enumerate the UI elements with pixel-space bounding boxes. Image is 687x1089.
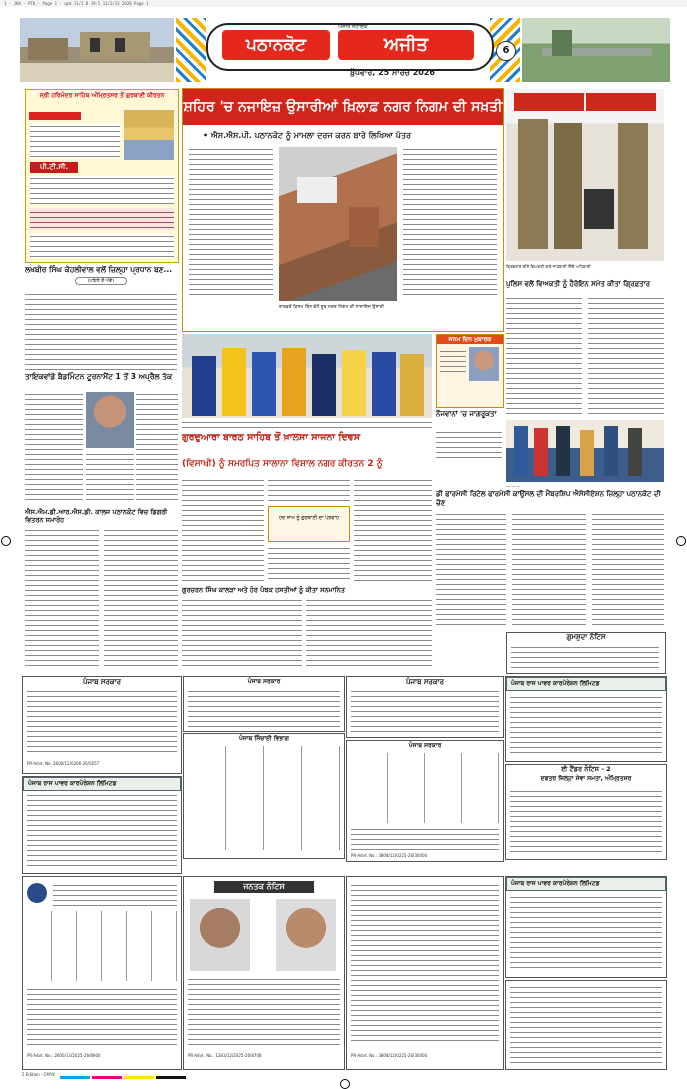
masthead-left-photo [20,18,174,82]
ad-1-title: ਪੰਜਾਬ ਸਰਕਾਰ [82,678,121,686]
police-photo-caption: ਗ੍ਰਿਫਤਾਰ ਕੀਤੇ ਵਿਅਕਤੀ ਬਾਰੇ ਜਾਣਕਾਰੀ ਦਿੰਦੇ ਅਧਿਕਾਰੀ [506,264,591,269]
left-ad-title: ਸ੍ਰੀ ਹਰਿਮੰਦਰ ਸਾਹਿਬ ਅੰਮ੍ਰਿਤਸਰ ਤੋਂ ਗੁਰਬਾਣੀ ਕੀਰਤਨ [39,92,165,99]
birthday-box [436,334,504,408]
ad-pspcl-3 [505,876,667,978]
ptc-logo: ਪੀ.ਟੀ.ਸੀ. [30,162,78,173]
public-notice-pr: PR-Advt. No.: 1283/12/2025-26/8708 [188,1053,262,1058]
golden-temple-photo [124,110,174,160]
ad-pspcl-2 [505,676,667,762]
ad-tender-pr: PR-Advt. No.: 3808/12/0225-26/30000 [351,1053,428,1058]
main-story-box [182,88,504,332]
ad-watershed [183,733,345,859]
footer-edition: 5 Edition - CMYK [22,1072,55,1077]
ad-misc [505,980,667,1070]
masthead [20,15,670,87]
masthead-right-label: ਅਜੀਤ [338,30,474,60]
ad-pspcl-3-title: ਪੰਜਾਬ ਰਾਜ ਪਾਵਰ ਕਾਰਪੋਰੇਸ਼ਨ ਲਿਮਿਟਡ [506,877,666,891]
person-photo [86,392,134,448]
ad-pspcl-1 [22,776,182,874]
masthead-right-photo [522,18,670,82]
birthday-title: ਜਨਮ ਦਿਨ ਮੁਬਾਰਕ [437,335,503,344]
ad-lottery [22,876,182,1070]
registration-mark [676,536,686,546]
ad-punjab-sarkar-3 [346,676,504,738]
left-column [25,265,177,285]
masthead-left-label: ਪਠਾਨਕੋਟ [222,30,330,60]
center-headline-1: ਗੁਰਦੁਆਰਾ ਬਾਰਠ ਸਾਹਿਬ ਤੋਂ ਖ਼ਾਲਸਾ ਸਾਜਨਾ ਦਿਵਸ [182,432,361,443]
ad-pspcl-1-title: ਪੰਜਾਬ ਰਾਜ ਪਾਵਰ ਕਾਰਪੋਰੇਸ਼ਨ ਲਿਮਿਟਡ [23,777,181,791]
birthday-photo [469,347,499,381]
ad-2-title: ਪੰਜਾਬ ਸਰਕਾਰ [247,678,281,685]
ad-watershed-title: ਪੰਜਾਬ ਸਿੰਚਾਈ ਵਿਭਾਗ [239,735,289,742]
child-photo-1 [190,899,250,971]
main-story-photo [279,147,397,301]
masthead-small-tag: ਅਜੀਤ ਸਹਾਇਕ [338,24,368,30]
ad-tender-notice [505,764,667,860]
right-heading-3: ਡੀ ਫਾਰਮੇਸੀ ਰਿਟੇਲ ਫਾਰਮੇਸੀ ਕਾਉਂਸਲ ਦੀ ਮੈਂਬਰਸ਼ਿਪ ਐਸੋਸੀਏਸ਼ਨ ਜ਼ਿਲ੍ਹਾ ਪਠਾਨਕੋਟ ਦੀ ਚੋਣ [436,490,661,507]
masthead-pattern-left [176,18,206,82]
center-inset: ਹਰ ਸ਼ਾਮ ਨੂੰ ਗੁਰਬਾਣੀ ਦਾ ਪ੍ਰਵਾਹ [268,506,350,542]
tender-notice-title: ਈ ਟੈਂਡਰ ਨੋਟਿਸ - 2 [561,765,611,773]
ad-lottery-pr: PR-Advt. No.: 2600/13/2025-26/8900 [27,1053,101,1058]
center-sub-heading: ਗੁਰਚਰਨ ਸਿੰਘ ਕਾਲੜਾ ਅਤੇ ਹੋਰ ਪੰਥਕ ਹਸਤੀਆਂ ਨੂੰ ਕੀਤਾ ਸਨਮਾਨਿਤ [182,586,345,594]
ad-table [188,746,340,850]
masthead-date: ਬੁੱਧਵਾਰ, 25 ਮਾਰਚ 2026 [350,68,435,77]
ad-tender-text [346,876,504,1070]
ad-punjab-sarkar-2 [183,676,345,732]
right-heading-2: ਨੌਜਵਾਨਾਂ 'ਚ ਜਾਗਰੂਕਤਾ [436,410,497,418]
main-story-subhead: • ਐਸ.ਐਸ.ਪੀ. ਪਠਾਨਕੋਟ ਨੂੰ ਮਾਮਲਾ ਦਰਜ ਕਰਨ ਬਾਰੇ ਲਿਖਿਆ ਪੱਤਰ [203,131,411,140]
police-photo [506,89,664,261]
ad-punjab-sarkar-1 [22,676,182,774]
page-number: 6 [496,41,516,61]
left-ad-box [25,89,179,263]
group-photo [506,420,664,482]
right-heading-1: ਪੁਲਿਸ ਵਲੋਂ ਵਿਅਕਤੀ ਨੂੰ ਹੈਰੋਇਨ ਸਮੇਤ ਕੀਤਾ ਗ੍ਰਿਫ਼ਤਾਰ [506,280,650,288]
gurdwara-photo [182,334,432,418]
lost-notice-box [506,632,666,674]
ad-1-pr: PR-Advt. No. 2600/12/0266-26/5657 [27,761,100,766]
continued-tag: (ਪਹਿਲੇ ਤੋਂ ਅੱਗੇ) [75,277,127,285]
lost-notice-title: ਗੁਮਸ਼ੁਦਾ ਨੋਟਿਸ [566,633,606,641]
left-heading-3: ਐਸ.ਐਮ.ਡੀ.ਆਰ.ਐਸ.ਡੀ. ਕਾਲਜ ਪਠਾਨਕੋਟ ਵਿਚ ਡਿਗਰੀ ਵਿਤਰਨ ਸਮਾਰੋਹ [25,508,168,524]
child-photo-2 [276,899,336,971]
ad-pspcl-2-title: ਪੰਜਾਬ ਰਾਜ ਪਾਵਰ ਕਾਰਪੋਰੇਸ਼ਨ ਲਿਮਿਟਡ [506,677,666,691]
main-story-photo-caption: ਬਾਰਡਰੋਂ ਕਿਸਮ ਬਿੰਨ ਵੱਲੋਂ ਦੂਰ ਨਗਰ ਨਿਗਮ ਦੀ ਨਾਜ਼ਾਇਜ ਉਸਾਰੀ [279,305,384,310]
ad-4-title: ਪੰਜਾਬ ਸਰਕਾਰ [408,742,442,749]
sewer-office-title: ਦਫਤਰ ਜ਼ਿਲ੍ਹਾ ਸੇਵਾ ਸਮਤਾ, ਅੰਮ੍ਰਿਤਸਰ [540,775,632,782]
main-story-headline: ਸ਼ਹਿਰ 'ਚ ਨਜਾਇਜ਼ ਉਸਾਰੀਆਂ ਖ਼ਿਲਾਫ਼ ਨਗਰ ਨਿਗਮ ਦੀ ਸਖ਼ਤੀ [183,89,503,125]
center-headline-2: (ਵਿਸਾਖੀ) ਨੂੰ ਸਮਰਪਿਤ ਸਾਲਾਨਾ ਵਿਸ਼ਾਲ ਨਗਰ ਕੀਰਤਨ 2 ਨੂੰ [182,459,383,469]
ad-4-pr: PR-Advt. No.: 3808/12/0225-26/30000 [351,853,428,858]
ad-3-title: ਪੰਜਾਬ ਸਰਕਾਰ [405,678,444,686]
public-notice-title: ਜਨਤਕ ਨੋਟਿਸ [214,881,314,893]
registration-mark [340,1079,350,1089]
print-info-bar: 1 - JHA - PTK - Page 1 - qxd 11/2 D 19:5 11/2/13 2026 Page 1 [0,0,687,7]
registration-mark [1,536,11,546]
ad-public-notice [183,876,345,1070]
left-heading-1: ਲਖਬੀਰ ਸਿੰਘ ਕੋਹਲੀਵਾਲ ਵਲੋਂ ਜ਼ਿਲ੍ਹਾ ਪ੍ਰਧਾਨ ਬਣ... [25,265,173,274]
left-heading-2: ਤਾਇਕਵਾਂਡੋ ਬੈਡਮਿੰਟਨ ਟੂਰਨਾਮੈਂਟ 1 ਤੋਂ 3 ਅਪ੍ਰੈਲ ਤੱਕ [25,372,173,381]
masthead-title-plate [206,23,494,71]
ad-punjab-sarkar-4 [346,740,504,862]
